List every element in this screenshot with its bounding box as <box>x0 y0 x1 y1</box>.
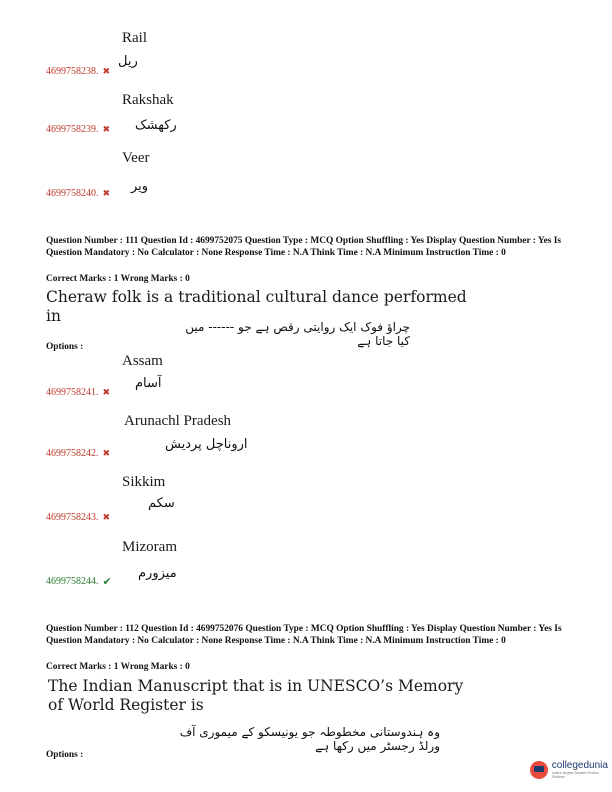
option-id-row <box>46 387 110 398</box>
option-urdu: میزورم <box>138 566 177 581</box>
option-urdu: ویر <box>131 179 149 194</box>
option-urdu: آسام <box>135 376 162 391</box>
option-id-row <box>46 124 110 135</box>
option-english: Assam <box>122 353 163 369</box>
question-marks: Correct Marks : 1 Wrong Marks : 0 <box>46 662 190 672</box>
option-urdu: اروناچل پردیش <box>165 437 248 452</box>
option-id: 4699758242. <box>46 448 99 459</box>
question-meta: Question Number : 111 Question Id : 4699752075 Question Type : MCQ Option Shuffling : Yes Display Question Number : Yes Is Question Mandatory : No Calculator : None Response Time : N.A Think Time : N.A Minimum Instruction Time : 0 <box>46 236 562 258</box>
option-english: Rakshak <box>122 92 174 108</box>
cross-icon: ✖ <box>102 448 111 459</box>
option-english: Rail <box>122 30 147 46</box>
option-english: Sikkim <box>122 474 166 490</box>
option-id-row <box>46 66 110 77</box>
cross-icon: ✖ <box>102 387 111 398</box>
question-meta: Question Number : 112 Question Id : 4699752076 Question Type : MCQ Option Shuffling : Yes Display Question Number : Yes Is Question Mandatory : No Calculator : None Response Time : N.A Think Time : N.A Minimum Instruction Time : 0 <box>46 624 562 646</box>
option-id: 4699758240. <box>46 188 99 199</box>
cross-icon: ✖ <box>102 188 111 199</box>
option-id: 4699758241. <box>46 387 99 398</box>
option-english: Arunachl Pradesh <box>124 413 232 429</box>
option-urdu: ریل <box>118 54 138 69</box>
option-id: 4699758238. <box>46 66 99 77</box>
question-urdu: چراؤ فوک ایک روایتی رقص ہے جو ------ میں کیا جاتا ہے <box>185 320 410 348</box>
option-id-row <box>46 188 110 199</box>
option-urdu: سکم <box>148 496 175 511</box>
option-urdu: رکھشک <box>135 118 177 133</box>
question-marks: Correct Marks : 1 Wrong Marks : 0 <box>46 274 190 284</box>
option-english: Mizoram <box>122 539 177 555</box>
collegedunia-logo <box>530 760 612 779</box>
logo-tagline: India's largest Student Review Platform <box>551 771 599 779</box>
cross-icon: ✖ <box>102 512 111 523</box>
option-id-row <box>46 512 110 523</box>
question-text: Cheraw folk is a traditional cultural dance performed in <box>46 288 467 325</box>
option-english: Veer <box>122 150 150 166</box>
question-urdu: وہ ہندوستانی مخطوطہ جو یونیسکو کے میموری آف ورلڈ رجسٹر میں رکھا ہے <box>179 725 440 753</box>
option-id: 4699758239. <box>46 124 99 135</box>
option-id: 4699758244. <box>46 576 99 587</box>
check-icon: ✔ <box>102 575 112 588</box>
option-id-row <box>46 575 112 588</box>
option-id: 4699758243. <box>46 512 99 523</box>
cross-icon: ✖ <box>102 66 111 77</box>
question-text: The Indian Manuscript that is in UNESCO’s Memory of World Register is <box>48 677 464 714</box>
option-id-row <box>46 448 110 459</box>
options-label: Options : <box>46 342 84 352</box>
options-label: Options : <box>46 750 84 760</box>
logo-cap-icon <box>530 761 548 779</box>
cross-icon: ✖ <box>102 124 111 135</box>
logo-name: collegedunia <box>551 760 608 771</box>
